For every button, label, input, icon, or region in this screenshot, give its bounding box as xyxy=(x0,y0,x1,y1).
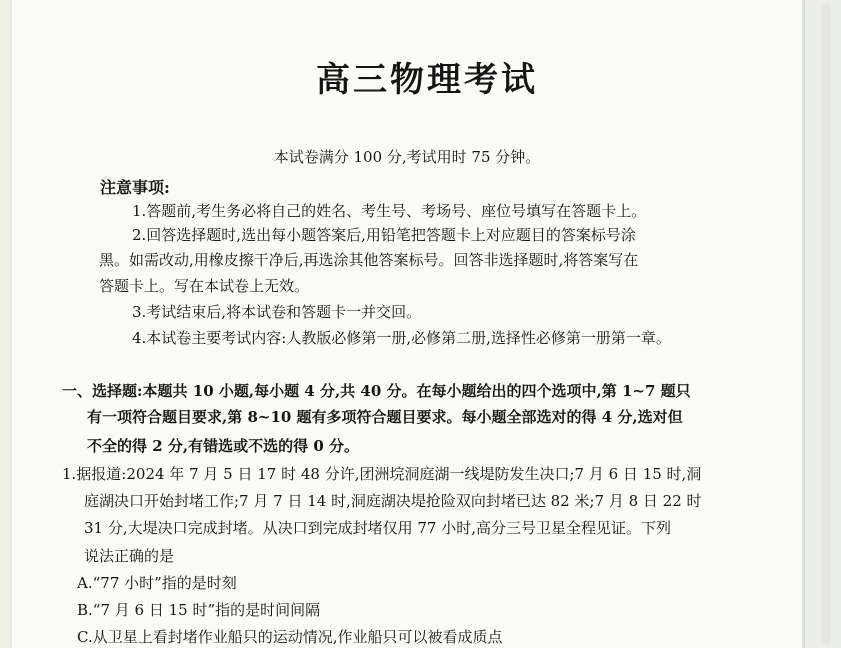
scrollbar-thumb[interactable] xyxy=(821,4,831,644)
viewer-left-margin xyxy=(0,0,12,648)
question-1-line-2: 庭湖决口开始封堵工作;7 月 7 日 14 时,洞庭湖决堤抢险双向封堵已达 82 米;7 月 8 日 22 时 xyxy=(84,492,702,510)
section-1-instructions-line-2: 有一项符合题目要求,第 8~10 题有多项符合题目要求。每小题全部选对的得 4 分,选对但 xyxy=(87,408,683,426)
exam-page xyxy=(12,0,802,648)
notice-item-1: 1.答题前,考生务必将自己的姓名、考生号、考场号、座位号填写在答题卡上。 xyxy=(132,202,647,220)
question-1-option-c: C.从卫星上看封堵作业船只的运动情况,作业船只可以被看成质点 xyxy=(77,628,503,646)
notice-item-3: 3.考试结束后,将本试卷和答题卡一并交回。 xyxy=(132,303,422,321)
question-1-line-1: 1.据报道:2024 年 7 月 5 日 17 时 48 分许,团洲垸洞庭湖一线堤防发生决口;7 月 6 日 15 时,洞 xyxy=(62,465,702,483)
exam-info: 本试卷满分 100 分,考试用时 75 分钟。 xyxy=(273,148,541,166)
section-1-instructions-line-3: 不全的得 2 分,有错选或不选的得 0 分。 xyxy=(87,437,359,455)
page-title: 高三物理考试 xyxy=(316,60,538,100)
question-1-option-a: A.“77 小时”指的是时刻 xyxy=(77,574,237,592)
question-1-option-b: B.“7 月 6 日 15 时”指的是时间间隔 xyxy=(77,601,321,619)
notice-heading: 注意事项: xyxy=(100,178,170,197)
section-1-instructions-line-1: 一、选择题:本题共 10 小题,每小题 4 分,共 40 分。在每小题给出的四个选项中,第 1~7 题只 xyxy=(62,382,691,400)
notice-item-2-line-2: 黑。如需改动,用橡皮擦干净后,再选涂其他答案标号。回答非选择题时,将答案写在 xyxy=(99,251,639,269)
notice-item-2-line-1: 2.回答选择题时,选出每小题答案后,用铅笔把答题卡上对应题目的答案标号涂 xyxy=(132,226,636,244)
viewer-scroll-track[interactable] xyxy=(804,0,841,648)
question-1-line-4: 说法正确的是 xyxy=(84,547,175,565)
notice-item-4: 4.本试卷主要考试内容:人教版必修第一册,必修第二册,选择性必修第一册第一章。 xyxy=(132,329,671,347)
question-1-line-3: 31 分,大堤决口完成封堵。从决口到完成封堵仅用 77 小时,高分三号卫星全程见证。下列 xyxy=(84,519,672,537)
notice-item-2-line-3: 答题卡上。写在本试卷上无效。 xyxy=(99,277,310,295)
